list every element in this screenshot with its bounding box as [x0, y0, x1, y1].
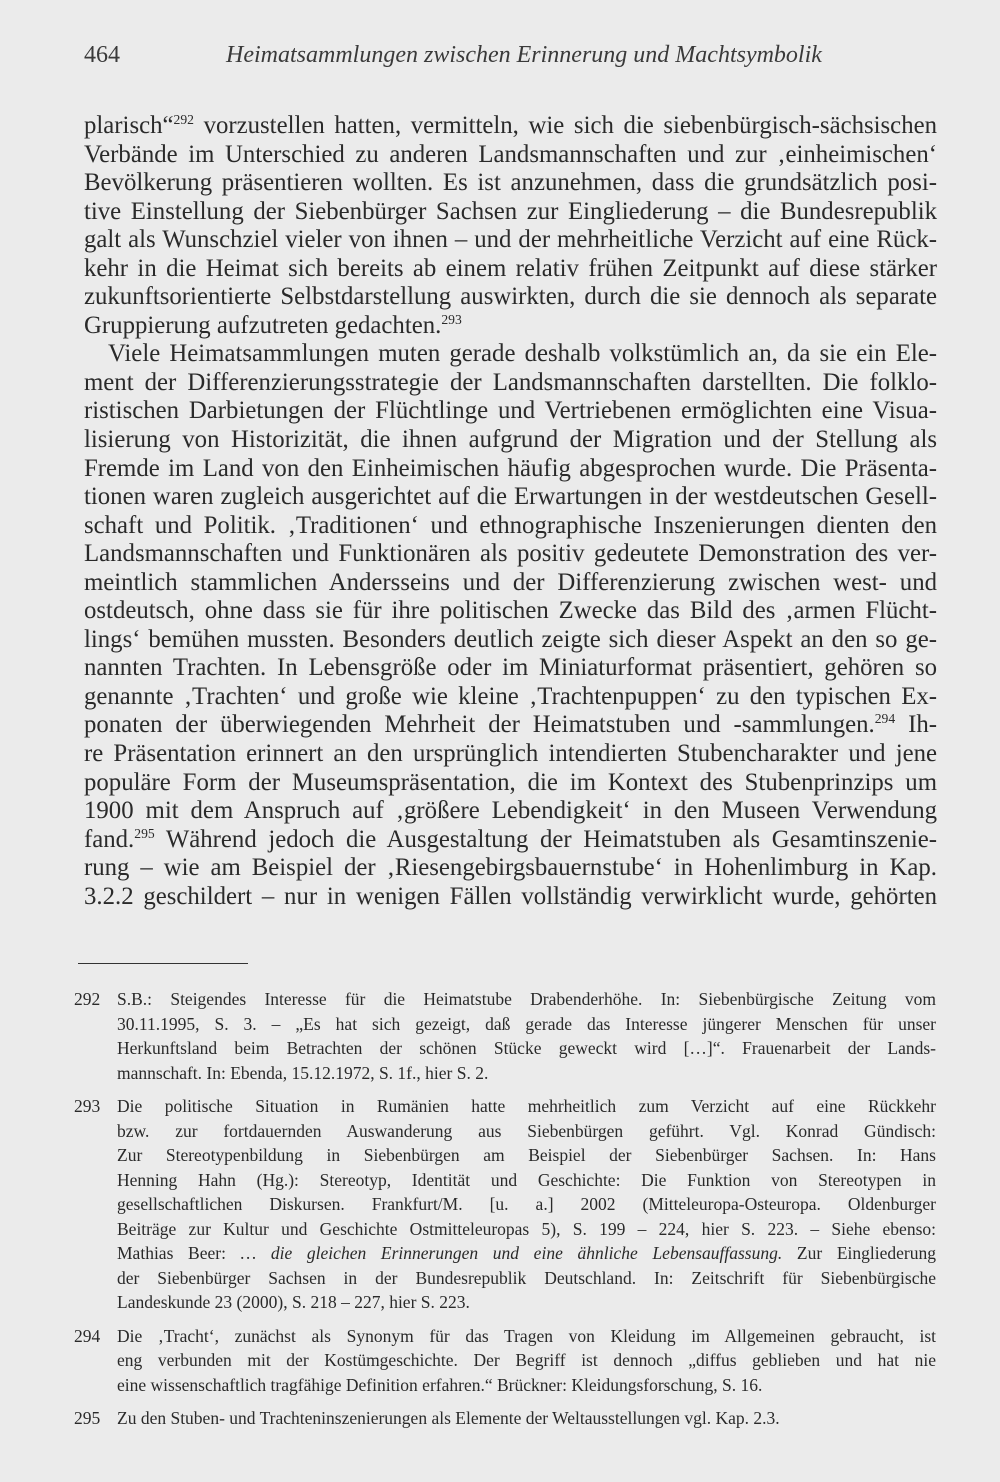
text-line: ment der Differenzierungsstrategie der Landsmannschaften darstellten. Die folklo- [84, 368, 937, 396]
footnote-line: gesellschaftlichen Diskursen. Frankfurt/M. [u. a.] 2002 (Mitteleuropa-Osteuropa. Oldenburger [117, 1194, 936, 1214]
text-line: tionen waren zugleich ausgerichtet auf die Erwartungen in der westdeutschen Gesell- [84, 483, 937, 511]
footnote-line: 30.11.1995, S. 3. – „Es hat sich gezeigt, daß gerade das Interesse jüngerer Menschen für unser [117, 1013, 936, 1034]
text-line [84, 112, 937, 141]
text-line: schaft und Politik. ‚Traditionen‘ und ethnographische Inszenierungen dienten den [84, 511, 937, 539]
italic-title: … die gleichen Erinnerungen und eine ähnliche Lebensauffassung. [240, 1243, 783, 1263]
text-span: Ih- [895, 711, 937, 739]
text-span: plarisch“ [84, 112, 174, 139]
text-line [84, 711, 937, 740]
footnote-line: Beiträge zur Kultur und Geschichte Ostmitteleuropas 5), S. 199 – 224, hier S. 223. – Siehe ebenso: [117, 1218, 936, 1239]
text-line: populäre Form der Museumspräsentation, die im Kontext des Stubenprinzips um [84, 768, 937, 796]
page-number: 464 [84, 42, 120, 68]
footnote-line: Zu den Stuben- und Trachteninszenierungen als Elemente der Weltausstellungen vgl. Kap. 2.3. [117, 1408, 780, 1428]
footnote-number: 295 [74, 1408, 101, 1428]
footnote-line: Henning Hahn (Hg.): Stereotyp, Identität und Geschichte: Die Funktion von Stereotypen in [117, 1169, 936, 1190]
footnote-line: Landeskunde 23 (2000), S. 218 – 227, hier S. 223. [117, 1292, 470, 1312]
text-line: tive Einstellung der Siebenbürger Sachsen zur Eingliederung – die Bundesrepublik [84, 197, 937, 225]
text-line: 1900 mit dem Anspruch auf ‚größere Lebendigkeit‘ in den Museen Verwendung [84, 797, 937, 825]
text-line: kehr in die Heimat sich bereits ab einem relativ frühen Zeitpunkt auf diese stärker [84, 254, 937, 282]
text-span: Gruppierung aufzutreten gedachten. [84, 311, 442, 339]
text-line: zukunftsorientierte Selbstdarstellung auswirkten, durch die sie dennoch als separate [84, 283, 937, 311]
footnote-294 [74, 1324, 936, 1398]
footnote-line: Die ‚Tracht‘, zunächst als Synonym für das Tragen von Kleidung im Allgemeinen gebraucht, ist [117, 1325, 936, 1346]
footnote-number: 294 [74, 1325, 101, 1346]
footnote-line: der Siebenbürger Sachsen in der Bundesrepublik Deutschland. In: Zeitschrift für Siebenbürgische [117, 1267, 936, 1288]
running-header [84, 40, 944, 70]
text-span: Zur Eingliederung [782, 1243, 937, 1263]
text-span: Während jedoch die Ausgestaltung der Heimatstuben als Gesamtinszenie- [154, 825, 937, 853]
text-line: lings‘ bemühen mussten. Besonders deutlich zeigte sich dieser Aspekt an den so ge- [84, 625, 937, 653]
footnotes [74, 987, 936, 1431]
footnote-line: Die politische Situation in Rumänien hatte mehrheitlich zum Verzicht auf eine Rückkehr [117, 1096, 936, 1116]
text-span: vorzustellen hatten, vermitteln, wie sich die siebenbürgisch-sächsischen [193, 112, 937, 139]
footnote-line: Herkunftsland beim Betrachten der schönen Stücke geweckt wird […]“. Frauenarbeit der Lands- [117, 1038, 936, 1058]
text-span: Mathias Beer: [117, 1243, 241, 1263]
text-line: Viele Heimatsammlungen muten gerade deshalb volkstümlich an, da sie ein Ele- [108, 340, 937, 368]
text-span: fand. [84, 825, 135, 853]
footnote-ref-292[interactable]: 292 [173, 112, 194, 128]
text-line [84, 312, 937, 341]
footnote-line: eine wissenschaftlich tragfähige Definition erfahren.“ Brückner: Kleidungsforschung, S. 16. [117, 1374, 763, 1395]
text-line: Bevölkerung präsentieren wollten. Es ist anzunehmen, dass die grundsätzlich posi- [84, 169, 937, 197]
footnote-ref-294[interactable]: 294 [874, 711, 896, 727]
text-line: genannte ‚Trachten‘ und große wie kleine ‚Trachtenpuppen‘ zu den typischen Ex- [84, 682, 937, 710]
text-line: rung – wie am Beispiel der ‚Riesengebirgsbauernstube‘ in Hohenlimburg in Kap. [84, 854, 937, 882]
text-line [84, 826, 937, 855]
text-line: ristischen Darbietungen der Flüchtlinge und Vertriebenen ermöglichten eine Visua- [84, 397, 937, 425]
footnote-line: eng verbunden mit der Kostümgeschichte. Der Begriff ist dennoch „diffus geblieben und hat nie [117, 1350, 936, 1370]
footnote-295 [74, 1406, 936, 1431]
text-line: 3.2.2 geschildert – nur in wenigen Fällen vollständig verwirklicht wurde, gehörten [84, 882, 937, 910]
footnote-line: S.B.: Steigendes Interesse für die Heimatstube Drabenderhöhe. In: Siebenbürgische Zeitung vom [117, 989, 936, 1009]
footnote-line: Zur Stereotypenbildung in Siebenbürgen am Beispiel der Siebenbürger Sachsen. In: Hans [117, 1145, 936, 1165]
text-line: lisierung von Historizität, die ihnen aufgrund der Migration und der Stellung als [84, 426, 937, 454]
text-span: ponaten der überwiegenden Mehrheit der Heimatstuben und -sammlungen. [84, 711, 875, 739]
footnote-separator [78, 963, 248, 964]
text-line: galt als Wunschziel vieler von ihnen – und der mehrheitliche Verzicht auf eine Rück- [84, 226, 937, 254]
body-text [84, 112, 937, 911]
footnote-line: bzw. zur fortdauernden Auswanderung aus Siebenbürgen geführt. Vgl. Konrad Gündisch: [117, 1120, 936, 1141]
text-line: Verbände im Unterschied zu anderen Landsmannschaften und zur ‚einheimischen‘ [84, 140, 937, 168]
text-line: ostdeutsch, ohne dass sie für ihre politischen Zwecke das Bild des ‚armen Flücht- [84, 597, 937, 625]
running-title: Heimatsammlungen zwischen Erinnerung und Machtsymbolik [226, 42, 822, 68]
footnote-number: 292 [74, 989, 101, 1009]
text-line: Fremde im Land von den Einheimischen häufig abgesprochen wurde. Die Präsenta- [84, 454, 937, 482]
footnote-number: 293 [74, 1096, 101, 1116]
footnote-line: mannschaft. In: Ebenda, 15.12.1972, S. 1f., hier S. 2. [117, 1062, 489, 1083]
text-line: nannten Trachten. In Lebensgröße oder im Miniaturformat präsentiert, gehören so [84, 654, 937, 682]
footnote-ref-295[interactable]: 295 [134, 825, 155, 841]
footnote-line [117, 1241, 936, 1266]
footnote-ref-293[interactable]: 293 [441, 311, 462, 327]
footnote-293 [74, 1094, 936, 1315]
footnote-292 [74, 987, 936, 1085]
text-line: Landsmannschaften und Funktionären als positiv gedeutete Demonstration des ver- [84, 540, 937, 568]
text-line: meintlich stammlichen Andersseins und der Differenzierung zwischen west- und [84, 568, 937, 596]
text-line: re Präsentation erinnert an den ursprünglich intendierten Stubencharakter und jene [84, 740, 937, 768]
